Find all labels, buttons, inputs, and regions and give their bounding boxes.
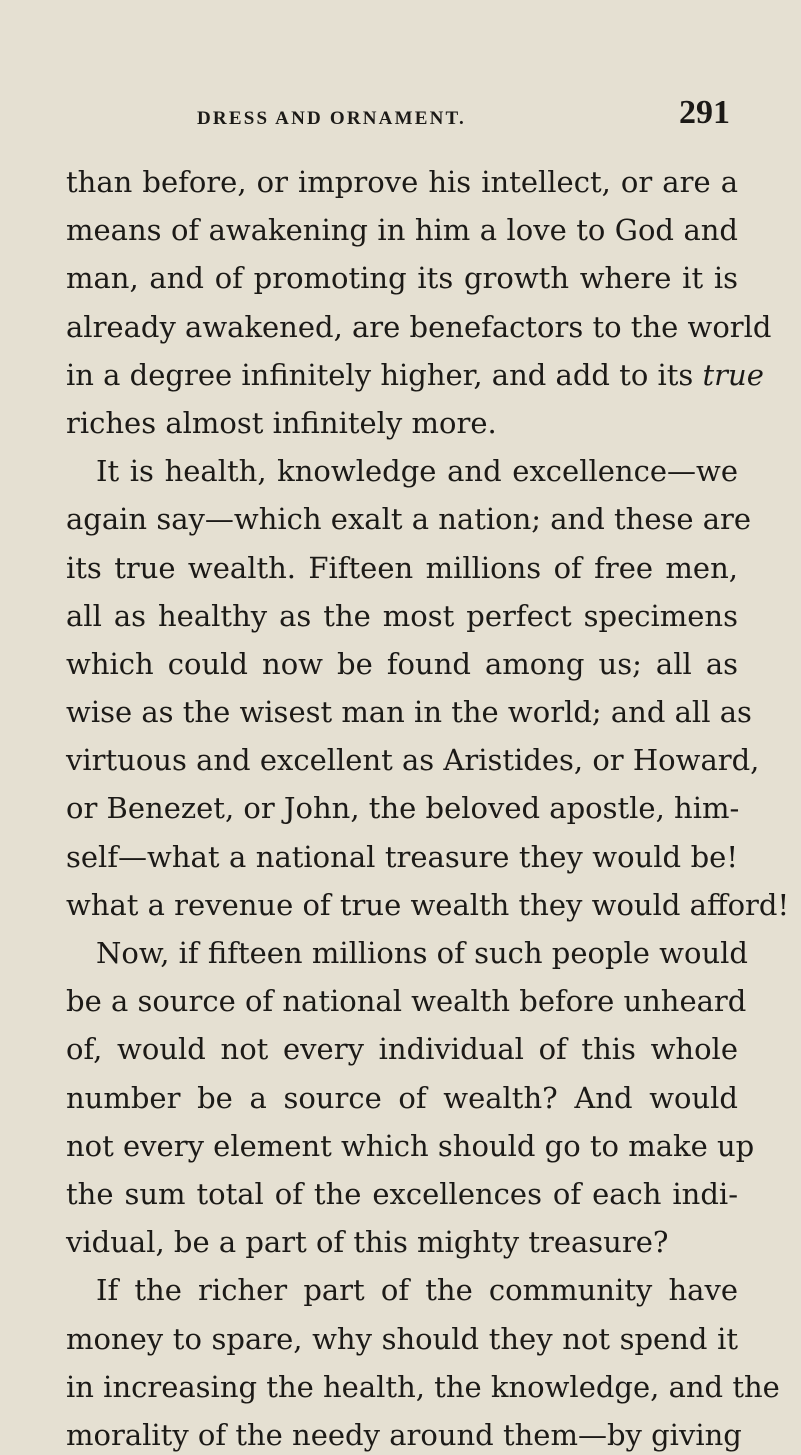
paragraph-1 [66,158,772,447]
text-line: Now, if fifteen millions of such people would [96,936,748,970]
body-text [66,158,790,1455]
running-head [0,94,801,140]
text-line: man, and of promoting its growth where it is [66,261,738,296]
text-line: It is health, knowledge and excellence—we [96,454,738,489]
text-line: be a source of national wealth before unheard [66,984,747,1019]
text-line: number be a source of wealth? And would [66,1080,738,1115]
text-line: what a revenue of true wealth they would afford! [66,887,790,922]
text-line: or Benezet, or John, the beloved apostle, him- [66,791,740,826]
text-line: its true wealth. Fifteen millions of free men, [66,550,738,585]
text-line: which could now be found among us; all as [66,646,738,681]
running-title: DRESS AND ORNAMENT. [197,108,466,129]
paragraph-4 [66,1266,780,1455]
paragraph-2 [66,447,790,929]
text-line: self—what a national treasure they would be! [66,839,738,874]
text-line: than before, or improve his intellect, or are a [66,165,738,199]
text-line: riches almost infinitely more. [66,405,497,440]
text-line: morality of the needy around them—by giving [66,1417,742,1452]
text-line: If the richer part of the community have [96,1273,738,1308]
paragraph-3 [66,929,755,1266]
text-line: vidual, be a part of this mighty treasure? [66,1225,669,1260]
text-line: of, would not every individual of this whole [66,1032,738,1067]
text-line: already awakened, are benefactors to the world [66,309,772,344]
text-line: the sum total of the excellences of each indi- [66,1176,738,1211]
text-line: means of awakening in him a love to God and [66,213,738,248]
italic-emphasis: true [702,357,764,392]
text-line: all as healthy as the most perfect specimens [66,598,738,633]
text-line: not every element which should go to make up [66,1128,755,1163]
page-number: 291 [679,94,730,131]
text-line: virtuous and excellent as Aristides, or Howard, [66,743,760,778]
text-line: again say—which exalt a nation; and these are [66,502,752,537]
text-line: wise as the wisest man in the world; and all as [66,695,752,730]
text-line: in increasing the health, the knowledge, and the [66,1369,780,1404]
text-line: money to spare, why should they not spend it [66,1321,738,1356]
text-line: in a degree infinitely higher, and add to its true [66,357,764,392]
